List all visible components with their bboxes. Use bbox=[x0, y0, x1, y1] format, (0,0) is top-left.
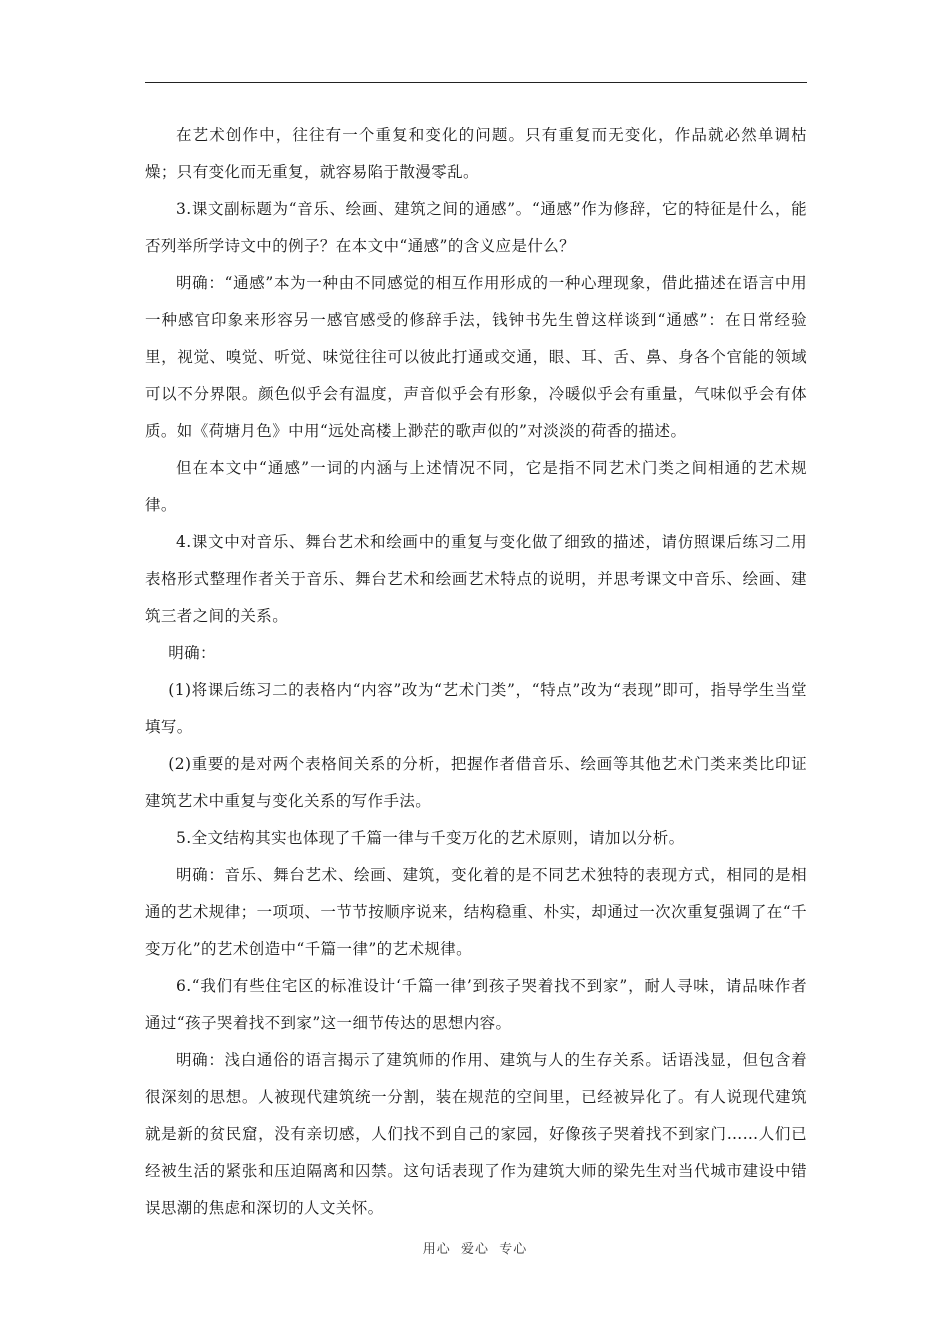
paragraph: 但在本文中“通感”一词的内涵与上述情况不同，它是指不同艺术门类之间相通的艺术规律。 bbox=[145, 459, 807, 514]
paragraph: 在艺术创作中，往往有一个重复和变化的问题。只有重复而无变化，作品就必然单调枯燥；只有变化而无重复，就容易陷于散漫零乱。 bbox=[145, 126, 807, 181]
paragraph: 5.全文结构其实也体现了千篇一律与千变万化的艺术原则，请加以分析。 bbox=[176, 829, 685, 847]
document-body bbox=[145, 117, 807, 1227]
header-rule bbox=[145, 82, 807, 83]
paragraph: 3.课文副标题为“音乐、绘画、建筑之间的通感”。“通感”作为修辞，它的特征是什么，能否列举所学诗文中的例子？在本文中“通感”的含义应是什么？ bbox=[145, 200, 807, 255]
page-footer: 用心 爱心 专心 bbox=[422, 1242, 528, 1257]
paragraph: (1)将课后练习二的表格内“内容”改为“艺术门类”，“特点”改为“表现”即可，指导学生当堂填写。 bbox=[145, 681, 807, 736]
paragraph: 6.“我们有些住宅区的标准设计‘千篇一律’到孩子哭着找不到家”，耐人寻味，请品味作者通过“孩子哭着找不到家”这一细节传达的思想内容。 bbox=[145, 977, 807, 1032]
paragraph: 明确：音乐、舞台艺术、绘画、建筑，变化着的是不同艺术独特的表现方式，相同的是相通的艺术规律；一项项、一节节按顺序说来，结构稳重、朴实，却通过一次次重复强调了在“千变万化”的艺术创造中“千篇一律”的艺术规律。 bbox=[145, 866, 807, 958]
paragraph: 明确：“通感”本为一种由不同感觉的相互作用形成的一种心理现象，借此描述在语言中用一种感官印象来形容另一感官感受的修辞手法，钱钟书先生曾这样谈到“通感”：在日常经验里，视觉、嗅觉、听觉、味觉往往可以彼此打通或交通，眼、耳、舌、鼻、身各个官能的领域可以不分界限。颜色似乎会有温度，声音似乎会有形象，冷暖似乎会有重量，气味似乎会有体质。如《荷塘月色》中用“远处高楼上渺茫的歌声似的”对淡淡的荷香的描述。 bbox=[145, 274, 807, 440]
paragraph: (2)重要的是对两个表格间关系的分析，把握作者借音乐、绘画等其他艺术门类来类比印证建筑艺术中重复与变化关系的写作手法。 bbox=[145, 755, 807, 810]
paragraph: 明确： bbox=[168, 644, 216, 662]
paragraph: 4.课文中对音乐、舞台艺术和绘画中的重复与变化做了细致的描述，请仿照课后练习二用表格形式整理作者关于音乐、舞台艺术和绘画艺术特点的说明，并思考课文中音乐、绘画、建筑三者之间的关系。 bbox=[145, 533, 807, 625]
paragraph: 明确：浅白通俗的语言揭示了建筑师的作用、建筑与人的生存关系。话语浅显，但包含着很深刻的思想。人被现代建筑统一分割，装在规范的空间里，已经被异化了。有人说现代建筑就是新的贫民窟，没有亲切感，人们找不到自己的家园，好像孩子哭着找不到家门……人们已经被生活的紧张和压迫隔离和囚禁。这句话表现了作为建筑大师的梁先生对当代城市建设中错误思潮的焦虑和深切的人文关怀。 bbox=[145, 1051, 807, 1217]
